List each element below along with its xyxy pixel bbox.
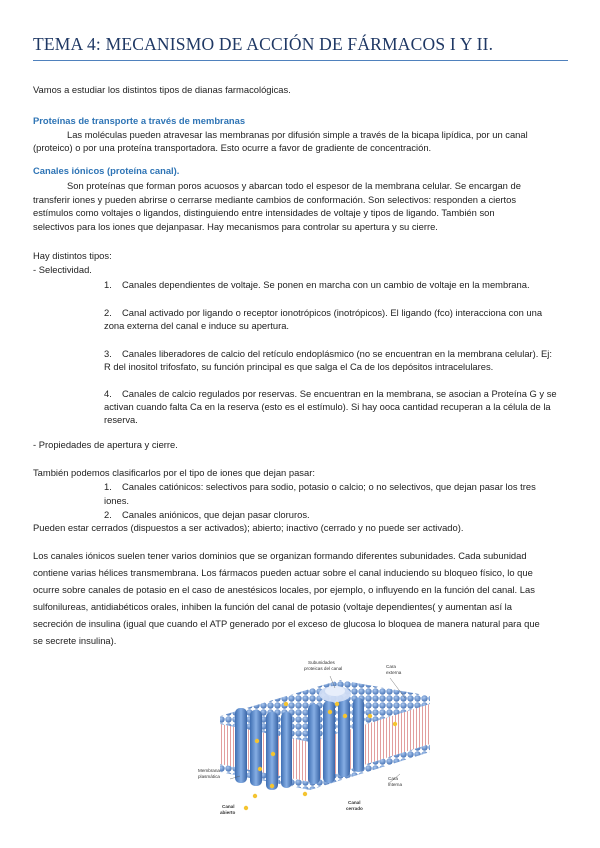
list-text-continuation: R del inositol trifosfato, su función principal es que salga el Ca de los depósitos intracelulares. xyxy=(104,361,494,372)
label-open-2: abierto xyxy=(220,810,236,815)
list-text-continuation: iones. xyxy=(104,495,130,506)
title-underline xyxy=(33,60,568,61)
paragraph-line: se secrete insulina). xyxy=(33,635,117,646)
list-number: 3. xyxy=(104,348,112,359)
list-text: Canales catiónicos: selectivos para sodio, potasio o calcio; o no selectivos, que dejan pasar los tres xyxy=(122,481,536,492)
label-closed-2: cerrado xyxy=(346,806,363,811)
list-item xyxy=(104,480,536,493)
page-title: TEMA 4: MECANISMO DE ACCIÓN DE FÁRMACOS I Y II. xyxy=(33,34,494,54)
list-item xyxy=(104,278,530,291)
transport-line-2: (proteico) o por una proteína transportadora. Esto ocurre a favor de gradiente de concentración. xyxy=(33,142,432,153)
list-item xyxy=(104,306,542,319)
label-outer-1: Cara xyxy=(386,664,396,669)
channel-states-text: Pueden estar cerrados (dispuestos a ser activados); abierto; inactivo (cerrado y no puede ser activado). xyxy=(33,522,464,533)
ion-channels-line-1: Son proteínas que forman poros acuosos y abarcan todo el espesor de la membrana celular. Se encargan de xyxy=(67,180,521,191)
list-item xyxy=(104,347,552,360)
intro-text: Vamos a estudiar los distintos tipos de dianas farmacológicas. xyxy=(33,84,291,95)
label-membrane-2: plasmática xyxy=(198,774,220,779)
section-heading-ion-channels: Canales iónicos (proteína canal). xyxy=(33,165,180,176)
list-text: Canal activado por ligando o receptor ionotrópicos (inotrópicos). El ligando (fco) interacciona con una xyxy=(122,307,543,318)
list-text: Canales aniónicos, que dejan pasar cloruros. xyxy=(122,509,310,520)
list-text-continuation: reserva. xyxy=(104,414,138,425)
label-inner-1: Cara xyxy=(388,776,398,781)
transport-line-1: Las moléculas pueden atravesar las membranas por difusión simple a través de la bicapa lipídica, por un canal xyxy=(67,129,528,140)
list-number: 2. xyxy=(104,307,112,318)
ion-channels-line-3: estímulos como voltajes o ligandos, distinguiendo entre intensidades de voltaje y tipos de ligando. También son xyxy=(33,207,495,218)
list-text: Canales de calcio regulados por reservas. Se encuentran en la membrana, se asocian a Proteína G y se xyxy=(122,388,557,399)
paragraph-line: sulfonilureas, antidiabéticos orales, inhiben la función del canal de potasio (voltaje dependientes( y aumentan así la xyxy=(33,601,512,612)
label-inner-2: interna xyxy=(388,782,403,787)
ion-channels-line-4: selectivos para los iones que dejanpasar. Hay mecanismos para controlar su apertura y su cierre. xyxy=(33,221,438,232)
list-number: 1. xyxy=(104,279,112,290)
section-heading-transport: Proteínas de transporte a través de membranas xyxy=(33,115,246,126)
list-text: Canales dependientes de voltaje. Se ponen en marcha con un cambio de voltaje en la membrana. xyxy=(122,279,530,290)
label-subunits-2: proteicas del canal xyxy=(304,666,343,671)
types-intro: Hay distintos tipos: xyxy=(33,250,112,261)
list-text-continuation: activan cuando falta Ca en la reserva (esto es el estímulo). Si hay ooca cantidad recuperan a la célula de la xyxy=(104,401,551,412)
label-subunits-1: Subunidades xyxy=(308,660,335,665)
list-number: 2. xyxy=(104,509,112,520)
list-number: 4. xyxy=(104,388,112,399)
label-outer-2: externa xyxy=(386,670,402,675)
ion-channel-figure xyxy=(190,646,590,836)
selectivity-label: - Selectividad. xyxy=(33,264,92,275)
paragraph-line: Los canales iónicos suelen tener varios dominios que se organizan formando diferentes subunidades. Cada subunidad xyxy=(33,550,527,561)
label-open-1: Canal xyxy=(222,804,235,809)
list-number: 1. xyxy=(104,481,112,492)
paragraph-line: contiene varias hélices transmembrana. Los fármacos pueden actuar sobre el canal induciendo su bloqueo físico, lo que xyxy=(33,567,533,578)
ions-intro: También podemos clasificarlos por el tipo de iones que dejan pasar: xyxy=(33,467,315,478)
ion-channels-line-2: transferir iones y pueden abrirse o cerrarse mediante cambios de conformación. Son selectivos: responden a ciertos xyxy=(33,194,517,205)
properties-label: - Propiedades de apertura y cierre. xyxy=(33,439,178,450)
paragraph-line: secreción de insulina (igual que cuando el ATP generado por el exceso de glucosa lo bloquea de manera natural para que xyxy=(33,618,540,629)
label-closed-1: Canal xyxy=(348,800,361,805)
list-text: Canales liberadores de calcio del retículo endoplásmico (no se encuentran en la membrana celular). Ej: xyxy=(122,348,552,359)
list-item xyxy=(104,387,557,400)
label-membrane-1: Membrana xyxy=(198,768,220,773)
paragraph-line: ocurre sobre canales de potasio en el caso de anestésicos locales, por ejemplo, o influyendo en la función del canal. Las xyxy=(33,584,535,595)
list-text-continuation: zona externa del canal e induce su apertura. xyxy=(104,320,290,331)
list-item xyxy=(104,508,310,521)
